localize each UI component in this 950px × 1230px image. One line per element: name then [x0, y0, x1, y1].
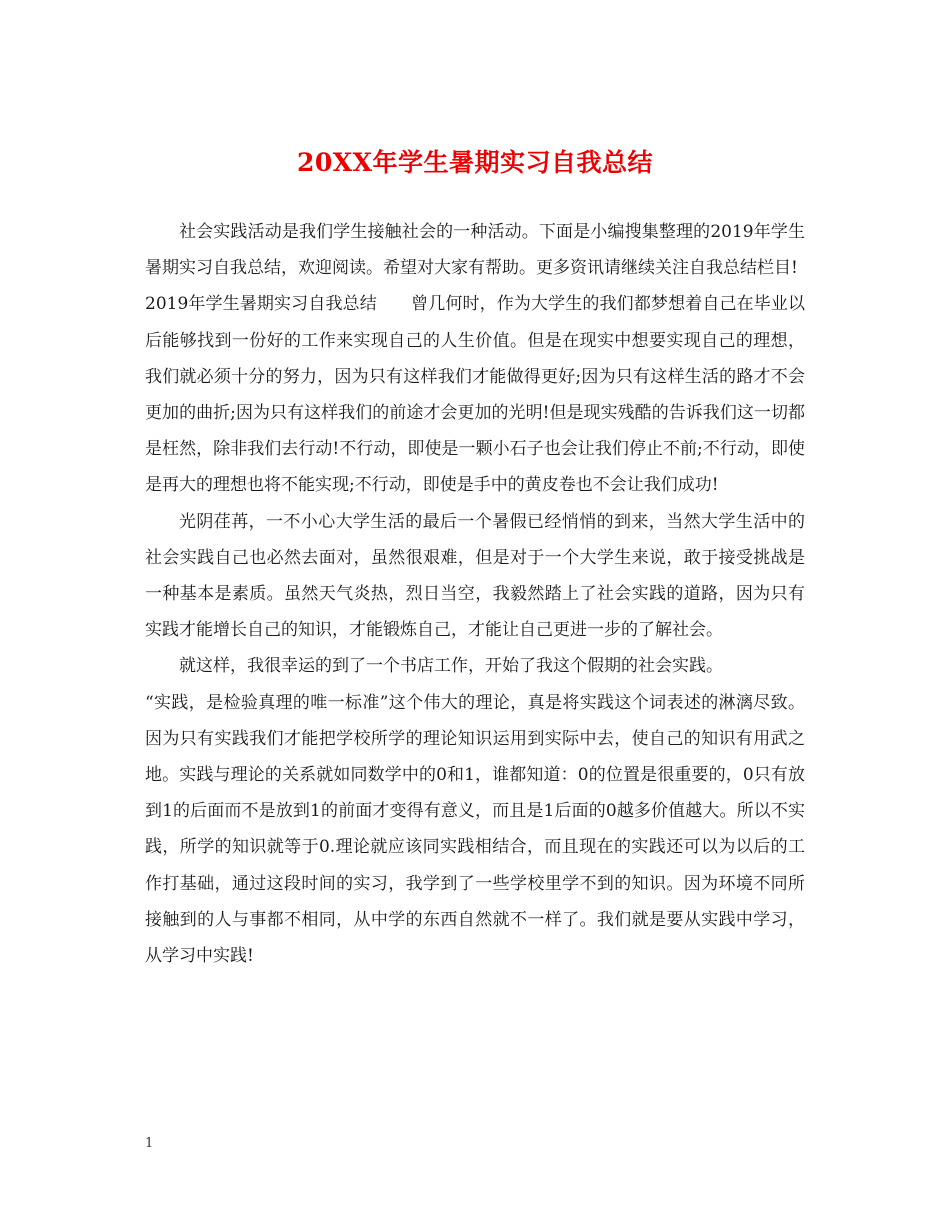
- page-number: 1: [145, 1136, 154, 1151]
- paragraph-intro: 社会实践活动是我们学生接触社会的一种活动。下面是小编搜集整理的2019年学生暑期实习自我总结，欢迎阅读。希望对大家有帮助。更多资讯请继续关注自我总结栏目!: [145, 222, 805, 279]
- document-body: [145, 214, 805, 974]
- paragraph-practice-theory: “实践，是检验真理的唯一标准”这个伟大的理论，真是将实践这个词表述的淋漓尽致。因为只有实践我们才能把学校所学的理论知识运用到实际中去，使自己的知识有用武之地。实践与理论的关系就如同数学中的0和1，谁都知道：0的位置是很重要的，0只有放到1的后面而不是放到1的前面才变得有意义，而且是1后面的0越多价值越大。所以不实践，所学的知识就等于0.理论就应该同实践相结合，而且现在的实践还可以为以后的工作打基础，通过这段时间的实习，我学到了一些学校里学不到的知识。因为环境不同所接触到的人与事都不相同，从中学的东西自然就不一样了。我们就是要从实践中学习，从学习中实践!: [145, 692, 805, 967]
- document-title: 20XX年学生暑期实习自我总结: [296, 148, 654, 177]
- paragraph-summer-vacation: 光阴荏苒，一不小心大学生活的最后一个暑假已经悄悄的到来，当然大学生活中的社会实践自己也必然去面对，虽然很艰难，但是对于一个大学生来说，敢于接受挑战是一种基本是素质。虽然天气炎热，烈日当空，我毅然踏上了社会实践的道路，因为只有实践才能增长自己的知识，才能锻炼自己，才能让自己更进一步的了解社会。: [145, 511, 805, 641]
- paragraph-bookstore-work: 就这样，我很幸运的到了一个书店工作，开始了我这个假期的社会实践。: [179, 656, 723, 677]
- paragraph-heading-and-reflection: 2019年学生暑期实习自我总结 曾几何时，作为大学生的我们都梦想着自己在毕业以后能够找到一份好的工作来实现自己的人生价值。但是在现实中想要实现自己的理想，我们就必须十分的努力，因为只有这样我们才能做得更好;因为只有这样生活的路才不会更加的曲折;因为只有这样我们的前途才会更加的光明!但是现实残酷的告诉我们这一切都是枉然，除非我们去行动!不行动，即使是一颗小石子也会让我们停止不前;不行动，即使是再大的理想也将不能实现;不行动，即使是手中的黄皮卷也不会让我们成功!: [145, 294, 805, 496]
